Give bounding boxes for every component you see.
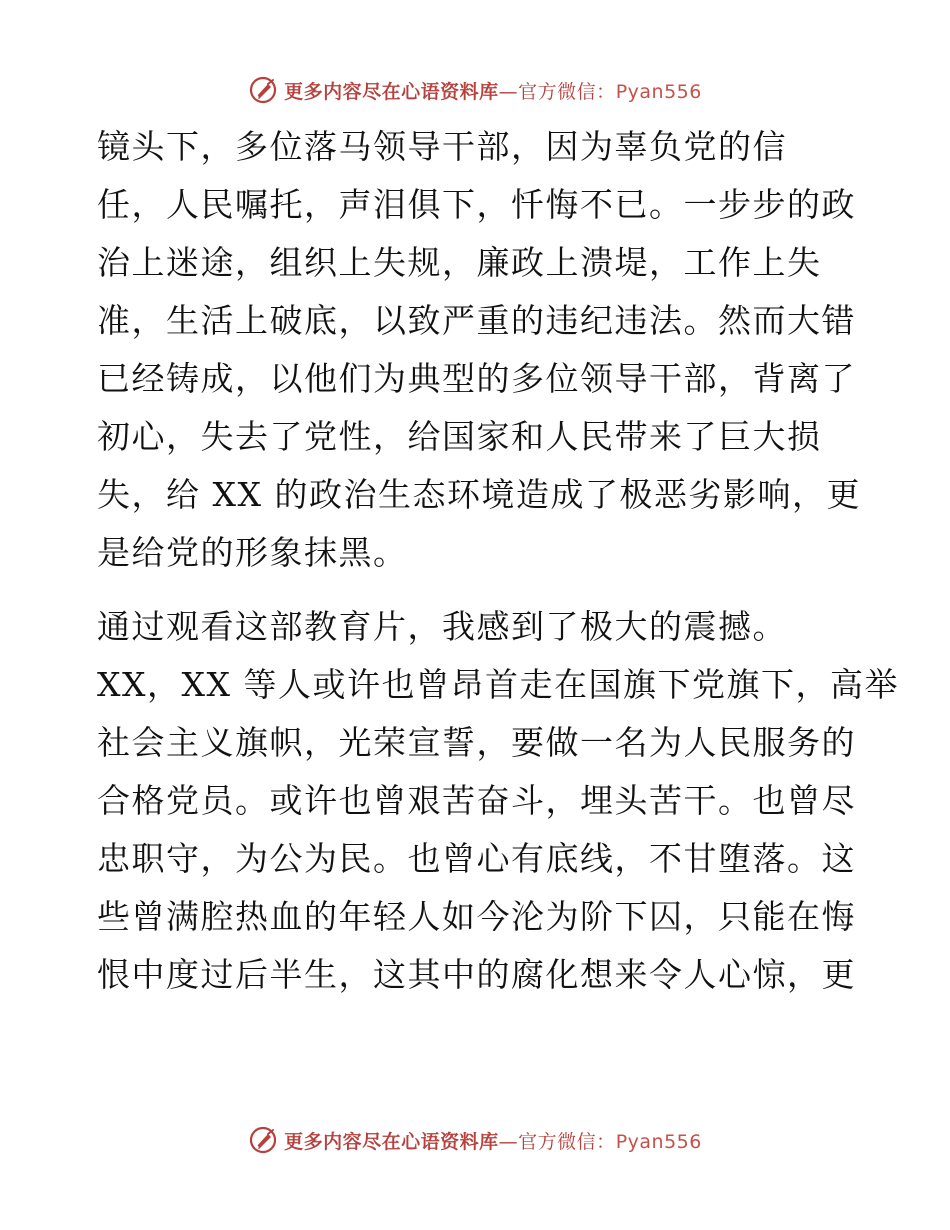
text-line: 通过观看这部教育片，我感到了极大的震撼。 [97, 607, 787, 646]
text-line: 已经铸成，以他们为典型的多位领导干部，背离了 [97, 359, 856, 398]
watermark-account-label: 官方微信： [518, 1130, 616, 1153]
quill-pen-logo-icon [248, 75, 278, 105]
text-line: 恨中度过后半生，这其中的腐化想来令人心惊，更 [97, 955, 856, 994]
footer-watermark [0, 1122, 950, 1158]
text-line: 任，人民嘱托，声泪俱下，忏悔不已。一步步的政 [97, 185, 856, 224]
text-line: 准，生活上破底，以致严重的违纪违法。然而大错 [97, 301, 856, 340]
watermark-account-id: Pyan556 [615, 80, 702, 103]
watermark-text [284, 77, 702, 104]
text-line: 是给党的形象抹黑。 [97, 533, 408, 572]
watermark-text [284, 1127, 702, 1154]
text-line: 合格党员。或许也曾艰苦奋斗，埋头苦干。也曾尽 [97, 781, 856, 820]
header-watermark [0, 72, 950, 108]
text-line: 初心，失去了党性，给国家和人民带来了巨大损 [97, 417, 822, 456]
text-line: 社会主义旗帜，光荣宣誓，要做一名为人民服务的 [97, 723, 856, 762]
text-line: 忠职守，为公为民。也曾心有底线，不甘堕落。这 [97, 839, 856, 878]
text-line: XX，XX 等人或许也曾昂首走在国旗下党旗下，高举 [97, 665, 899, 704]
watermark-brand: 更多内容尽在心语资料库 [284, 1130, 499, 1153]
text-line: 治上迷途，组织上失规，廉政上溃堤，工作上失 [97, 243, 822, 282]
paragraph-1 [97, 118, 861, 582]
watermark-account-id: Pyan556 [615, 1130, 702, 1153]
watermark-account-label: 官方微信： [518, 80, 616, 103]
watermark-separator: — [498, 1130, 519, 1153]
quill-pen-logo-icon [248, 1125, 278, 1155]
text-line: 镜头下，多位落马领导干部，因为辜负党的信 [97, 127, 787, 166]
document-body [97, 118, 899, 1004]
watermark-brand: 更多内容尽在心语资料库 [284, 80, 499, 103]
text-line: 失，给 XX 的政治生态环境造成了极恶劣影响，更 [97, 475, 861, 514]
paragraph-2 [97, 598, 899, 1004]
text-line: 些曾满腔热血的年轻人如今沦为阶下囚，只能在悔 [97, 897, 856, 936]
watermark-separator: — [498, 80, 519, 103]
